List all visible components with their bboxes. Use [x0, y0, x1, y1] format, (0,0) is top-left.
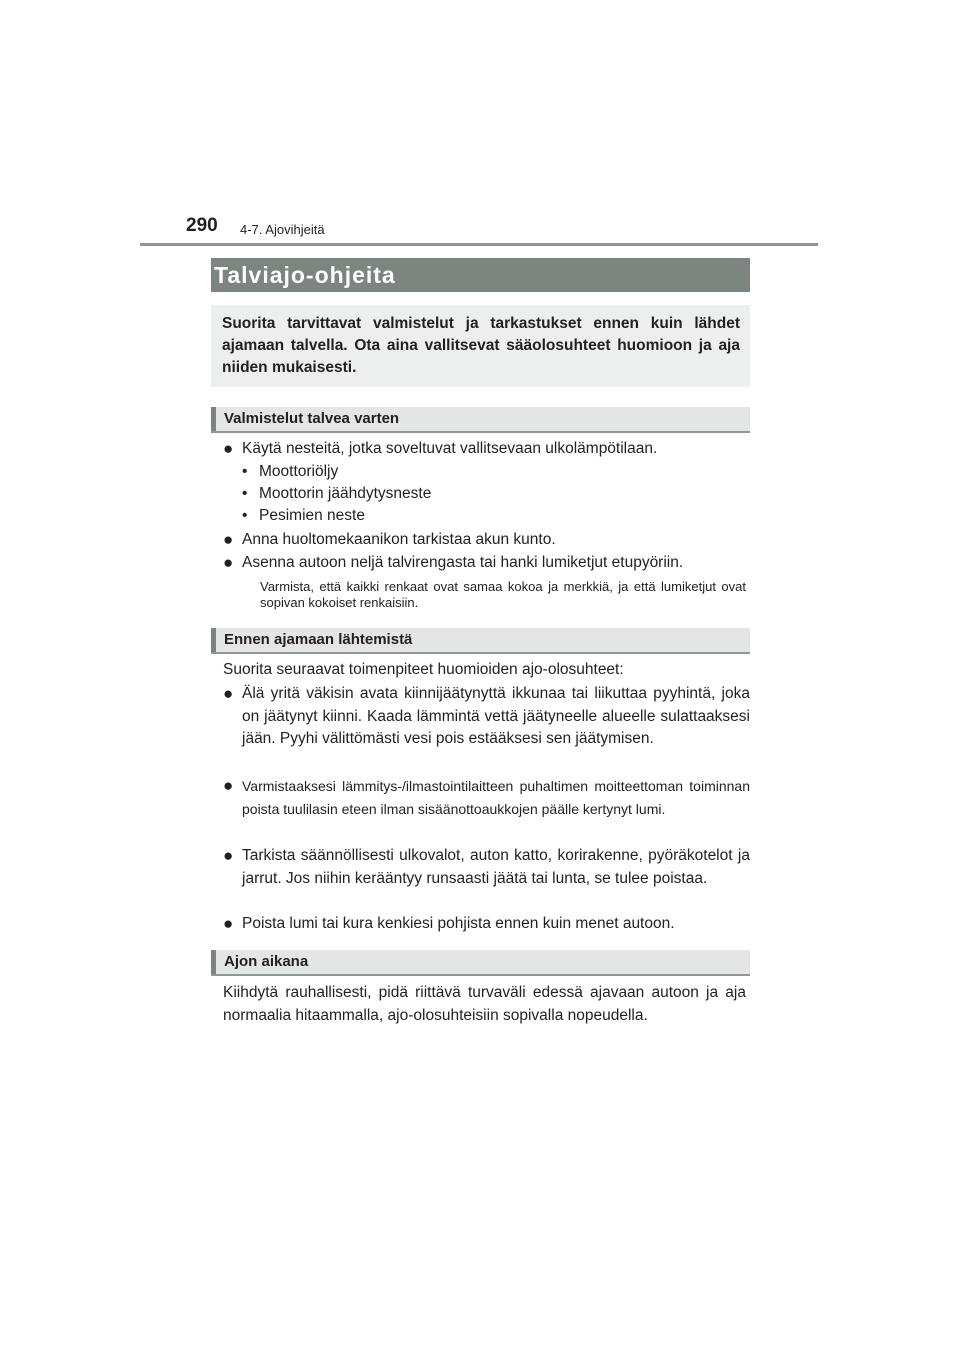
sub-list-item-text: Moottoriöljy: [259, 463, 339, 480]
section-heading-text: Ennen ajamaan lähtemistä: [224, 631, 413, 648]
intro-text: Suorita tarvittavat valmistelut ja tarkastukset ennen kuin lähdet ajamaan talvella. Ota aina vallitsevat sääolosuhteet huomioon ja aja niiden mukaisesti.: [222, 315, 740, 376]
page-title-bar: [211, 258, 750, 292]
page-title: Talviajo-ohjeita: [214, 262, 396, 288]
bullet-icon: ●: [223, 914, 234, 933]
list-item-text: Älä yritä väkisin avata kiinnijäätynyttä ikkunaa tai liikuttaa pyyhintä, joka on jäätynyt kiinni. Kaada lämmintä vettä jäätyneelle alueelle sulattaaksesi jään. Pyyhi välittömästi vesi pois estääksesi sen jäätymisen.: [242, 685, 750, 747]
lead-text: Suorita seuraavat toimenpiteet huomioiden ajo-olosuhteet:: [223, 661, 624, 678]
section-heading-preparations: [211, 407, 750, 433]
body-text: Kiihdytä rauhallisesti, pidä riittävä turvaväli edessä ajavaan autoon ja aja normaalia hitaammalla, ajo-olosuhteisiin sopivalla nopeudella.: [223, 984, 746, 1024]
section-heading-before-driving: [211, 628, 750, 654]
list-item-text: Poista lumi tai kura kenkiesi pohjista ennen kuin menet autoon.: [242, 915, 675, 932]
header-divider: [140, 243, 818, 246]
list-item-text: Tarkista säännöllisesti ulkovalot, auton katto, korirakenne, pyöräkotelot ja jarrut. Jos niihin kerääntyy runsaasti jäätä tai lunta, se tulee poistaa.: [242, 847, 750, 887]
bullet-icon: ●: [223, 684, 234, 703]
list-item-text: Anna huoltomekaanikon tarkistaa akun kunto.: [242, 531, 556, 548]
sub-bullet-icon: •: [242, 485, 248, 502]
section-heading-text: Valmistelut talvea varten: [224, 410, 400, 427]
bullet-icon: ●: [223, 846, 234, 865]
bullet-icon: ●: [223, 439, 234, 458]
section-heading-text: Ajon aikana: [224, 953, 309, 970]
sub-list-item-text: Pesimien neste: [259, 507, 365, 524]
list-item-text: Käytä nesteitä, jotka soveltuvat vallitsevaan ulkolämpötilaan.: [242, 440, 658, 457]
bullet-icon: ●: [223, 776, 234, 795]
section-label: 4-7. Ajovihjeitä: [240, 222, 325, 237]
note-text: Varmista, että kaikki renkaat ovat samaa kokoa ja merkkiä, ja että lumiketjut ovat sopivan kokoiset renkaisiin.: [260, 579, 746, 610]
sub-bullet-icon: •: [242, 507, 248, 524]
page-number: 290: [186, 215, 218, 236]
sub-bullet-icon: •: [242, 463, 248, 480]
list-item-text: Varmistaaksesi lämmitys-/ilmastointilaitteen puhaltimen moitteettoman toiminnan poista tuulilasin eteen ilman sisäänottoaukkojen päälle kertynyt lumi.: [242, 778, 750, 817]
sub-list-item-text: Moottorin jäähdytysneste: [259, 485, 432, 502]
bullet-icon: ●: [223, 553, 234, 572]
intro-box: [211, 305, 750, 387]
list-item-text: Asenna autoon neljä talvirengasta tai hanki lumiketjut etupyöriin.: [242, 554, 684, 571]
section-heading-while-driving: [211, 950, 750, 976]
bullet-icon: ●: [223, 530, 234, 549]
